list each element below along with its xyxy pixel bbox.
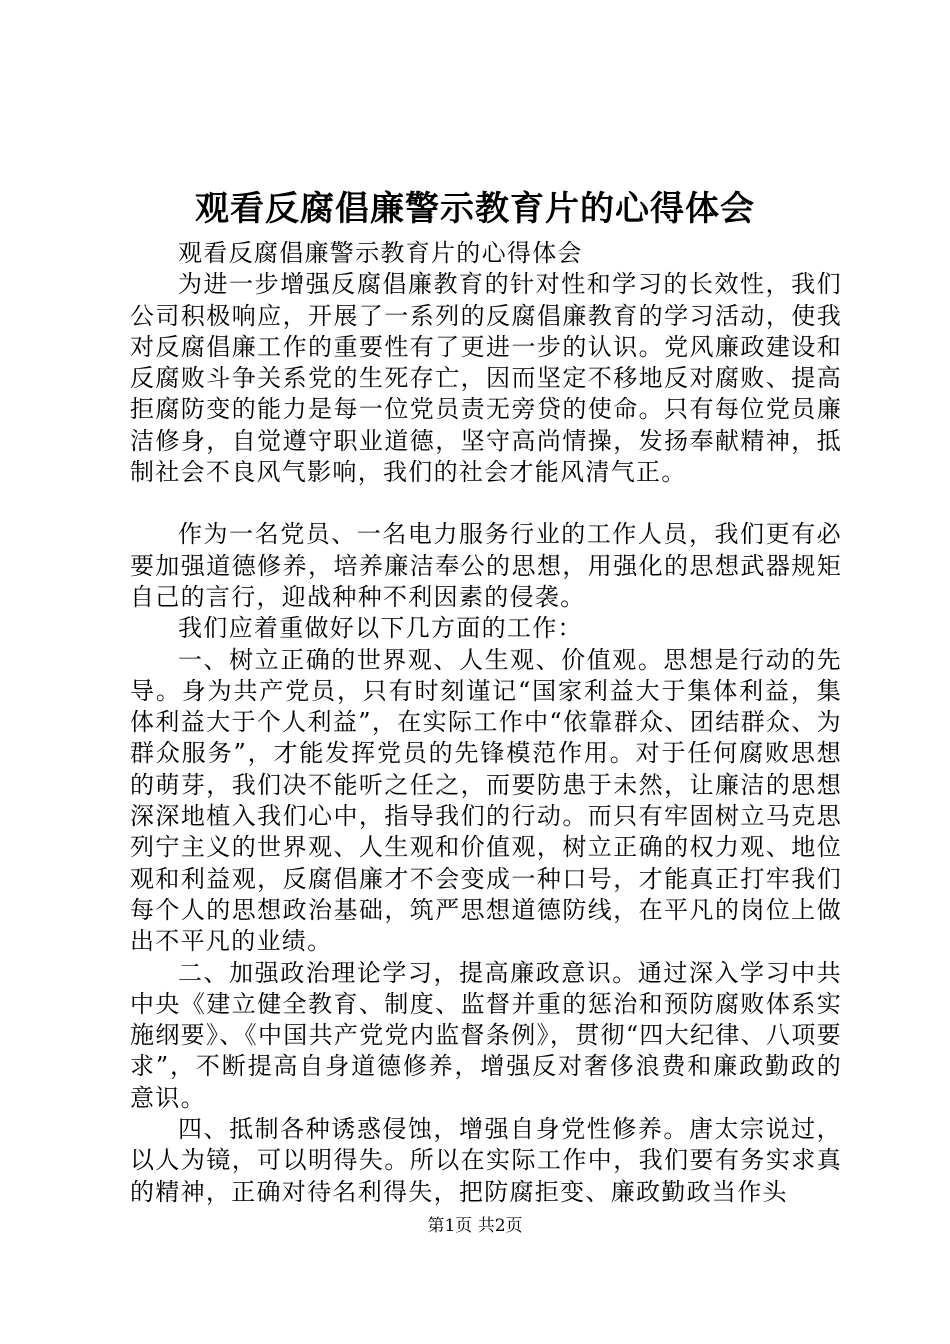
document-title: 观看反腐倡廉警示教育片的心得体会	[195, 189, 755, 229]
document-body	[130, 238, 842, 1208]
paragraph: 我们应着重做好以下几方面的工作：	[178, 614, 583, 643]
paragraph: 一、树立正确的世界观、人生观、价值观。思想是行动的先导。身为共产党员，只有时刻谨记“国家利益大于集体利益，集体利益大于个人利益”，在实际工作中“依靠群众、团结群众、为群众服务”，才能发挥党员的先锋模范作用。对于任何腐败思想的萌芽，我们决不能听之任之，而要防患于未然，让廉洁的思想深深地植入我们心中，指导我们的行动。而只有牢固树立马克思列宁主义的世界观、人生观和价值观，树立正确的权力观、地位观和利益观，反腐倡廉才不会变成一种口号，才能真正打牢我们每个人的思想政治基础，筑严思想道德防线，在平凡的岗位上做出不平凡的业绩。	[130, 645, 842, 956]
page-footer: 第1页 共2页	[427, 1216, 523, 1236]
subtitle-paragraph: 观看反腐倡廉警示教育片的心得体会	[178, 239, 583, 267]
paragraph: 二、加强政治理论学习，提高廉政意识。通过深入学习中共中央《建立健全教育、制度、监督并重的惩治和预防腐败体系实施纲要》、《中国共产党党内监督条例》，贯彻“四大纪律、八项要求”，不断提高自身道德修养，增强反对奢侈浪费和廉政勤政的意识。	[130, 958, 842, 1112]
paragraph: 四、抵制各种诱惑侵蚀，增强自身党性修养。唐太宗说过，以人为镜，可以明得失。所以在实际工作中，我们要有务实求真的精神，正确对待名利得失，把防腐拒变、廉政勤政当作头	[130, 1115, 842, 1206]
paragraph: 为进一步增强反腐倡廉教育的针对性和学习的长效性，我们公司积极响应，开展了一系列的反腐倡廉教育的学习活动，使我对反腐倡廉工作的重要性有了更进一步的认识。党风廉政建设和反腐败斗争关系党的生死存亡，因而坚定不移地反对腐败、提高拒腐防变的能力是每一位党员责无旁贷的使命。只有每位党员廉洁修身，自觉遵守职业道德，坚守高尚情操，发扬奉献精神，抵制社会不良风气影响，我们的社会才能风清气正。	[130, 270, 842, 487]
paragraph: 作为一名党员、一名电力服务行业的工作人员，我们更有必要加强道德修养，培养廉洁奉公的思想，用强化的思想武器规矩自己的言行，迎战种种不利因素的侵袭。	[130, 520, 842, 611]
